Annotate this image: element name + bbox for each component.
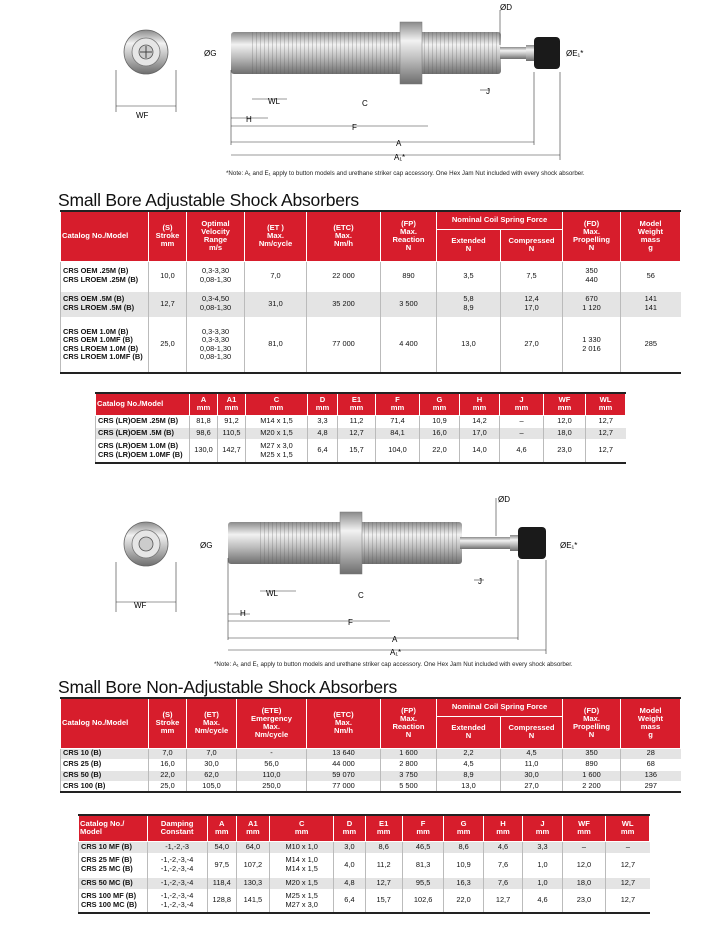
dims1-header-1: A mm [190, 393, 218, 415]
dims1-header-8: H mm [460, 393, 500, 415]
dims1-header-4: D mm [308, 393, 338, 415]
dims2-header-2: A mm [207, 815, 236, 841]
header-stroke-2: (S) Stroke mm [149, 698, 187, 748]
header-extended-2: Extended N [437, 716, 501, 748]
table-row: CRS OEM 1.0M (B) CRS OEM 1.0MF (B) CRS LROEM 1.0M (B) CRS LROEM 1.0MF (B) 25,0 0,3-3,30 0,3-3,30 0,08-1,30 0,08-1,30 81,0 77 000 4 400 13,0 27,0 1 330 2 016 285 [61, 317, 681, 373]
section-title-non-adjustable: Small Bore Non-Adjustable Shock Absorbers [58, 677, 398, 697]
shock-body-2 [228, 512, 546, 574]
dims1-header-5: E1 mm [338, 393, 376, 415]
dim-label-a1-2: A₁* [390, 648, 402, 656]
header-compressed-2: Compressed N [501, 716, 563, 748]
dims2-header-10: J mm [523, 815, 562, 841]
non-adjustable-specs-table [60, 697, 681, 793]
footnote-1: *Note: A₁ and E₁ apply to button models and urethane striker cap accessory. One Hex Jam Nut included with every shock absorber. [226, 170, 585, 177]
dimension-lines-2 [228, 498, 546, 654]
dim-label-f-1: F [352, 123, 357, 132]
header-spring: Nominal Coil Spring Force [437, 211, 563, 229]
header-catalog-2: Catalog No./Model [61, 698, 149, 748]
non-adjustable-dims-table [78, 814, 650, 914]
header-catalog: Catalog No./Model [61, 211, 149, 261]
dim-label-c-2: C [358, 591, 364, 600]
dims2-header-5: D mm [334, 815, 365, 841]
end-view-2 [116, 522, 176, 612]
table-row: CRS 25 (B) 16,0 30,0 56,0 44 000 2 800 4,5 11,0 890 68 [61, 759, 681, 770]
adjustable-specs-table [60, 210, 681, 374]
dims1-header-0: Catalog No./Model [96, 393, 190, 415]
diagram-adjustable [100, 0, 600, 168]
header-extended: Extended N [437, 229, 501, 261]
dims1-header-11: WL mm [586, 393, 626, 415]
dim-label-a1-1: A₁* [394, 153, 406, 162]
dim-label-e1-1: ØE₁* [566, 49, 584, 58]
table-row: CRS 25 MF (B) CRS 25 MC (B) -1,-2,-3,-4 -1,-2,-3,-4 97,5 107,2 M14 x 1,0 M14 x 1,5 4,0 11,2 81,3 10,9 7,6 1,0 12,0 12,7 [79, 853, 650, 877]
table-row: CRS 100 MF (B) CRS 100 MC (B) -1,-2,-3,-4 -1,-2,-3,-4 128,8 141,5 M25 x 1,5 M27 x 3,0 6,4 15,7 102,6 22,0 12,7 4,6 23,0 12,7 [79, 889, 650, 913]
table-row: CRS (LR)OEM 1.0M (B) CRS (LR)OEM 1.0MF (B) 130,0 142,7 M27 x 3,0 M25 x 1,5 6,4 15,7 104,0 22,0 14,0 4,6 23,0 12,7 [96, 439, 626, 463]
table-row: CRS 100 (B) 25,0 105,0 250,0 77 000 5 500 13,0 27,0 2 200 297 [61, 781, 681, 792]
dim-label-g-2: ØG [200, 541, 213, 550]
dim-label-c-1: C [362, 99, 368, 108]
table-row: CRS (LR)OEM .5M (B) 98,6 110,5 M20 x 1,5 4,8 12,7 84,1 16,0 17,0 – 18,0 12,7 [96, 427, 626, 439]
dim-label-wf-1: WF [136, 111, 149, 120]
header-fd-2: (FD) Max. Propelling N [563, 698, 621, 748]
dims1-header-9: J mm [500, 393, 544, 415]
dims2-header-7: F mm [402, 815, 444, 841]
table-row: CRS 10 (B) 7,0 7,0 - 13 640 1 600 2,2 4,5 350 28 [61, 748, 681, 759]
dim-label-e1-2: ØE₁* [560, 541, 578, 550]
header-fd: (FD) Max. Propelling N [563, 211, 621, 261]
adjustable-dims-table [95, 392, 626, 464]
dim-label-f-2: F [348, 618, 353, 627]
header-etc-2: (ETC) Max. Nm/h [307, 698, 381, 748]
dim-label-j-1: J [486, 87, 490, 96]
dims2-header-0: Catalog No./ Model [79, 815, 148, 841]
end-view-1 [116, 30, 176, 112]
dim-label-a-2: A [392, 635, 398, 644]
section-title-adjustable: Small Bore Adjustable Shock Absorbers [58, 190, 359, 210]
dim-label-g-1: ØG [204, 49, 217, 58]
footnote-2: *Note: A₁ and E₁ apply to button models and urethane striker cap accessory. One Hex Jam Nut included with every shock absorber. [214, 661, 573, 668]
dims1-header-7: G mm [420, 393, 460, 415]
header-etc: (ETC) Max. Nm/h [307, 211, 381, 261]
table-row: CRS 50 (B) 22,0 62,0 110,0 59 070 3 750 8,9 30,0 1 600 136 [61, 770, 681, 781]
dims1-header-10: WF mm [544, 393, 586, 415]
header-fp-2: (FP) Max. Reaction N [381, 698, 437, 748]
dims2-header-8: G mm [444, 815, 483, 841]
dims1-header-3: C mm [246, 393, 308, 415]
table-row: CRS 50 MC (B) -1,-2,-3,-4 118,4 130,3 M20 x 1,5 4,8 12,7 95,5 16,3 7,6 1,0 18,0 12,7 [79, 877, 650, 889]
dim-label-wl-1: WL [268, 97, 280, 106]
dims2-header-3: A1 mm [236, 815, 269, 841]
header-fp: (FP) Max. Reaction N [381, 211, 437, 261]
dim-label-h-2: H [240, 609, 246, 618]
header-velocity: Optimal Velocity Range m/s [187, 211, 245, 261]
dims2-header-12: WL mm [606, 815, 650, 841]
dim-label-d-2: ØD [498, 495, 510, 504]
dim-label-j-2: J [478, 577, 482, 586]
diagram-non-adjustable [100, 488, 600, 656]
header-stroke: (S) Stroke mm [149, 211, 187, 261]
dim-label-wf-2: WF [134, 601, 147, 610]
dim-label-a-1: A [396, 139, 402, 148]
dims2-header-1: Damping Constant [147, 815, 207, 841]
dim-label-h-1: H [246, 115, 252, 124]
dims2-header-9: H mm [483, 815, 522, 841]
dims2-header-4: C mm [270, 815, 334, 841]
header-weight: Model Weight mass g [621, 211, 681, 261]
header-et-2: (ET) Max. Nm/cycle [187, 698, 237, 748]
dim-label-d-1: ØD [500, 3, 512, 12]
table-row: CRS OEM .5M (B) CRS LROEM .5M (B) 12,7 0,3-4,50 0,08-1,30 31,0 35 200 3 500 5,8 8,9 12,4 17,0 670 1 120 141 141 [61, 291, 681, 317]
header-et: (ET ) Max. Nm/cycle [245, 211, 307, 261]
table-row: CRS OEM .25M (B) CRS LROEM .25M (B) 10,0 0,3-3,30 0,08-1,30 7,0 22 000 890 3,5 7,5 350 440 56 [61, 261, 681, 291]
header-spring-2: Nominal Coil Spring Force [437, 698, 563, 716]
dim-label-wl-2: WL [266, 589, 278, 598]
table-row: CRS (LR)OEM .25M (B) 81,8 91,2 M14 x 1,5 3,3 11,2 71,4 10,9 14,2 – 12,0 12,7 [96, 415, 626, 427]
dims2-header-6: E1 mm [365, 815, 402, 841]
dims2-header-11: WF mm [562, 815, 606, 841]
header-compressed: Compressed N [501, 229, 563, 261]
dims1-header-2: A1 mm [218, 393, 246, 415]
table-row: CRS 10 MF (B) -1,-2,-3 54,0 64,0 M10 x 1,0 3,0 8,6 46,5 8,6 4,6 3,3 – – [79, 841, 650, 853]
dims1-header-6: F mm [376, 393, 420, 415]
header-ete-2: (ETE) Emergency Max. Nm/cycle [237, 698, 307, 748]
shock-body-1 [231, 22, 560, 84]
header-weight-2: Model Weight mass g [621, 698, 681, 748]
